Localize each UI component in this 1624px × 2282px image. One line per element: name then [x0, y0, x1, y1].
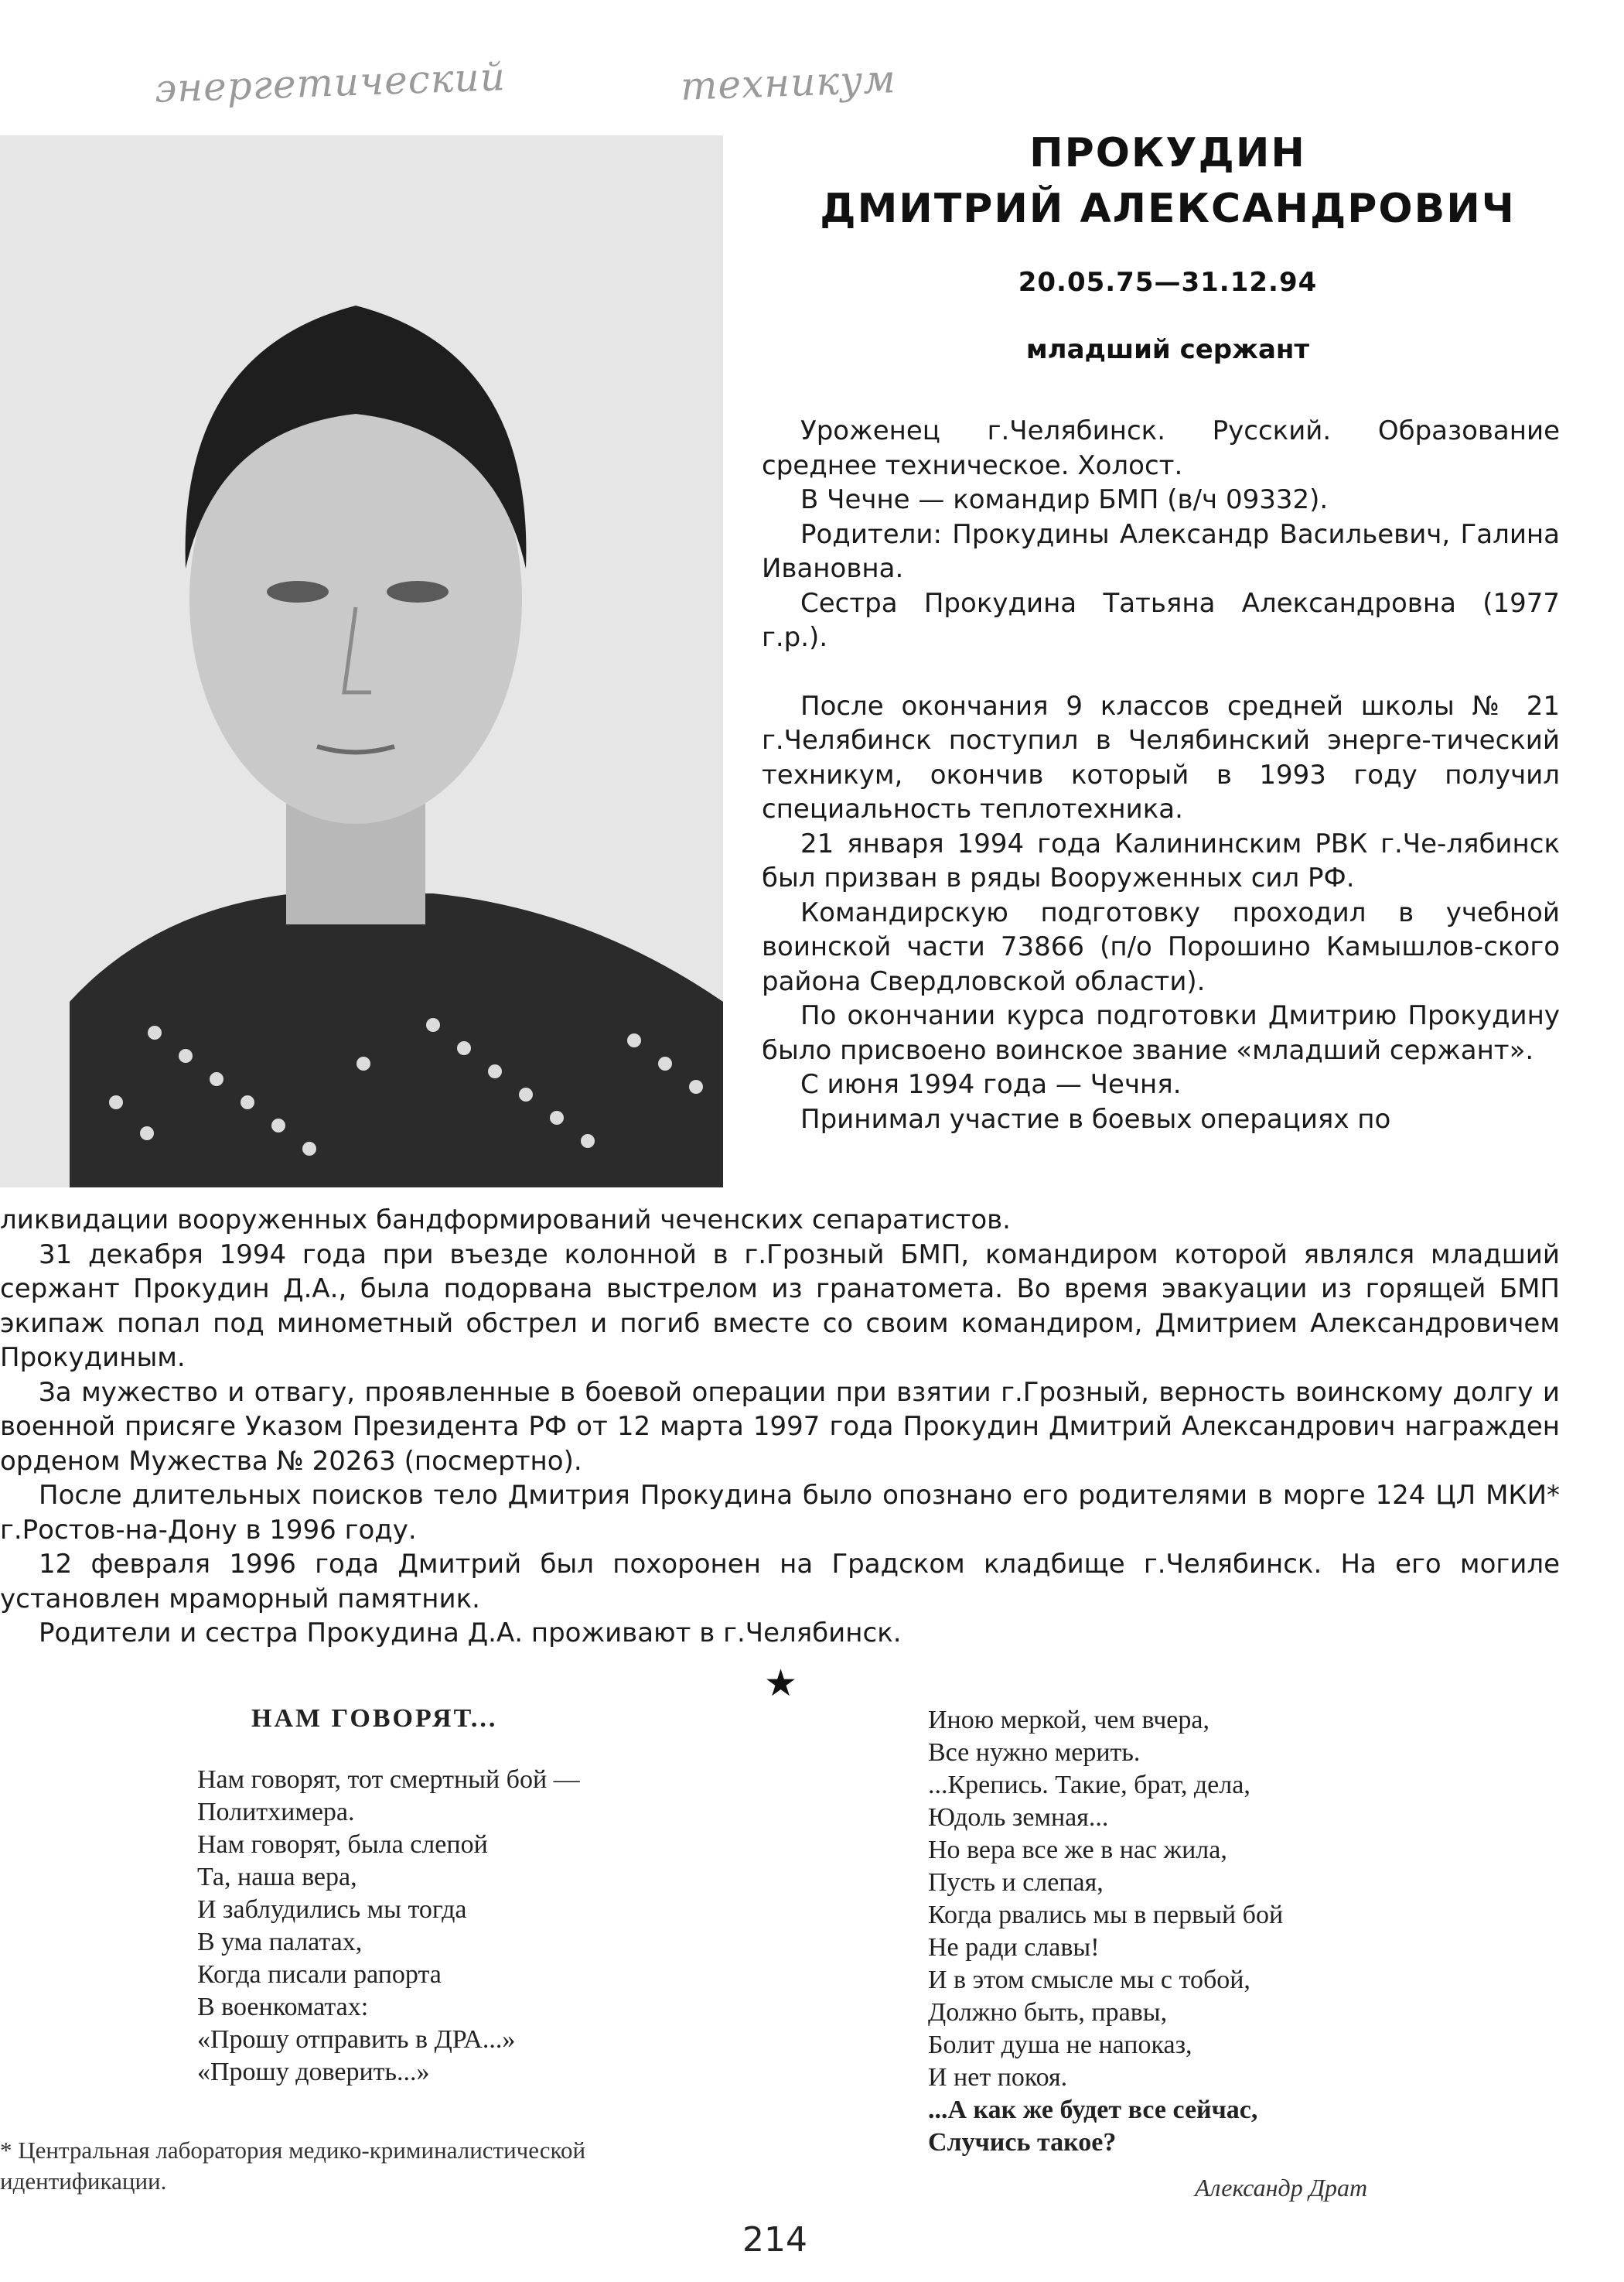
bio-paragraph: За мужество и отвагу, проявленные в боевой операции при взятии г.Грозный, верность воинскому долгу и военной присяге Указом Президента РФ от 12 марта 1997 года Прокудин Дмитрий Александрович награжден орденом Мужества № 20263 (посмертно).: [0, 1376, 1560, 1477]
poem-line: Пусть и слепая,: [928, 1868, 1104, 1897]
biography-full-width: [0, 1203, 1560, 1651]
bio-paragraph: Уроженец г.Челябинск. Русский. Образование среднее техническое. Холост.: [762, 415, 1560, 481]
poem-line: И в этом смысле мы с тобой,: [928, 1966, 1250, 1994]
poem-line: Когда рвались мы в первый бой: [928, 1901, 1284, 1929]
life-dates: 20.05.75—31.12.94: [1018, 267, 1318, 298]
bio-paragraph: Родители: Прокудины Александр Васильевич, Галина Ивановна.: [762, 518, 1560, 584]
poem-line: «Прошу доверить...»: [197, 2058, 430, 2086]
handwritten-note: энергетический: [154, 54, 507, 111]
poem-line: Не ради славы!: [928, 1933, 1100, 1962]
star-icon: ★: [764, 1662, 798, 1705]
poem-line: И заблудились мы тогда: [197, 1895, 467, 1924]
poem-right-column: [928, 1704, 1283, 2159]
bio-paragraph: 21 января 1994 года Калининским РВК г.Че-лябинск был призван в ряды Вооруженных сил РФ.: [762, 828, 1560, 893]
bio-paragraph: Сестра Прокудина Татьяна Александровна (1977 г.р.).: [762, 587, 1560, 653]
bio-paragraph: После окончания 9 классов средней школы № 21 г.Челябинск поступил в Челябинский энерге-тический техникум, окончив который в 1993 году получил специальность теплотехника.: [762, 690, 1560, 825]
poem-line: Когда писали рапорта: [197, 1960, 442, 1989]
poem-line: В военкоматах:: [197, 1993, 369, 2021]
poem-line: Иною меркой, чем вчера,: [928, 1706, 1209, 1734]
bio-paragraph: По окончании курса подготовки Дмитрию Прокудину было присвоено воинское звание «младший сержант».: [762, 1000, 1560, 1066]
poem-line: Нам говорят, была слепой: [197, 1830, 488, 1859]
poem-line: Политхимера.: [197, 1798, 355, 1826]
portrait-photo: [0, 135, 723, 1187]
poem-line: Юдоль земная...: [928, 1803, 1109, 1832]
poem-line: «Прошу отправить в ДРА...»: [197, 2025, 516, 2054]
bio-paragraph: Принимал участие в боевых операциях по: [800, 1103, 1391, 1135]
poem-line: Должно быть, правы,: [928, 1998, 1168, 2027]
bio-paragraph: 31 декабря 1994 года при въезде колонной в г.Грозный БМП, командиром которой являлся младший сержант Прокудин Д.А., была подорвана выстрелом из гранатомета. Во время эвакуации из горящей БМП экипаж попал под минометный обстрел и погиб вместе со своим командиром, Дмитрием Александровичем Прокудиным.: [0, 1238, 1560, 1373]
poem-left-column: [197, 1764, 580, 2089]
poem-line: Все нужно мерить.: [928, 1738, 1141, 1767]
bio-paragraph: 12 февраля 1996 года Дмитрий был похоронен на Градском кладбище г.Челябинск. На его могиле установлен мраморный памятник.: [0, 1549, 1560, 1614]
poem-line: Болит душа не напоказ,: [928, 2031, 1192, 2059]
poem-line-bold: ...А как же будет все сейчас,: [928, 2096, 1258, 2124]
bio-paragraph: С июня 1994 года — Чечня.: [800, 1069, 1182, 1100]
poem-line: Но вера все же в нас жила,: [928, 1836, 1227, 1864]
footnote: * Центральная лаборатория медико-криминалистической идентификации.: [0, 2137, 586, 2195]
biography-right-column: [762, 414, 1560, 1136]
poem-author: Александр Драт: [1195, 2174, 1368, 2202]
bio-paragraph: ликвидации вооруженных бандформирований чеченских сепаратистов.: [0, 1204, 1011, 1235]
handwritten-note: техникум: [680, 56, 897, 109]
bio-paragraph: Командирскую подготовку проходил в учебной воинской части 73866 (п/о Порошино Камышлов-ского района Свердловской области).: [762, 897, 1560, 997]
poem-title: НАМ ГОВОРЯТ...: [251, 1704, 498, 1733]
person-surname: ПРОКУДИН: [1029, 130, 1306, 176]
poem-line: Нам говорят, тот смертный бой —: [197, 1765, 580, 1794]
poem-line: В ума палатах,: [197, 1928, 363, 1956]
person-name: ДМИТРИЙ АЛЕКСАНДРОВИЧ: [820, 186, 1516, 232]
poem-line: И нет покоя.: [928, 2063, 1068, 2092]
poem-line: Та, наша вера,: [197, 1863, 357, 1891]
page-number: 214: [742, 2220, 807, 2260]
bio-paragraph: В Чечне — командир БМП (в/ч 09332).: [800, 484, 1329, 515]
military-rank: младший сержант: [1025, 334, 1310, 365]
bio-paragraph: Родители и сестра Прокудина Д.А. проживают в г.Челябинск.: [39, 1618, 902, 1648]
poem-line: ...Крепись. Такие, брат, дела,: [928, 1771, 1250, 1799]
bio-paragraph: После длительных поисков тело Дмитрия Прокудина было опознано его родителями в морге 124 ЦЛ МКИ* г.Ростов-на-Дону в 1996 году.: [0, 1480, 1560, 1546]
poem-line-bold: Случись такое?: [928, 2128, 1117, 2157]
